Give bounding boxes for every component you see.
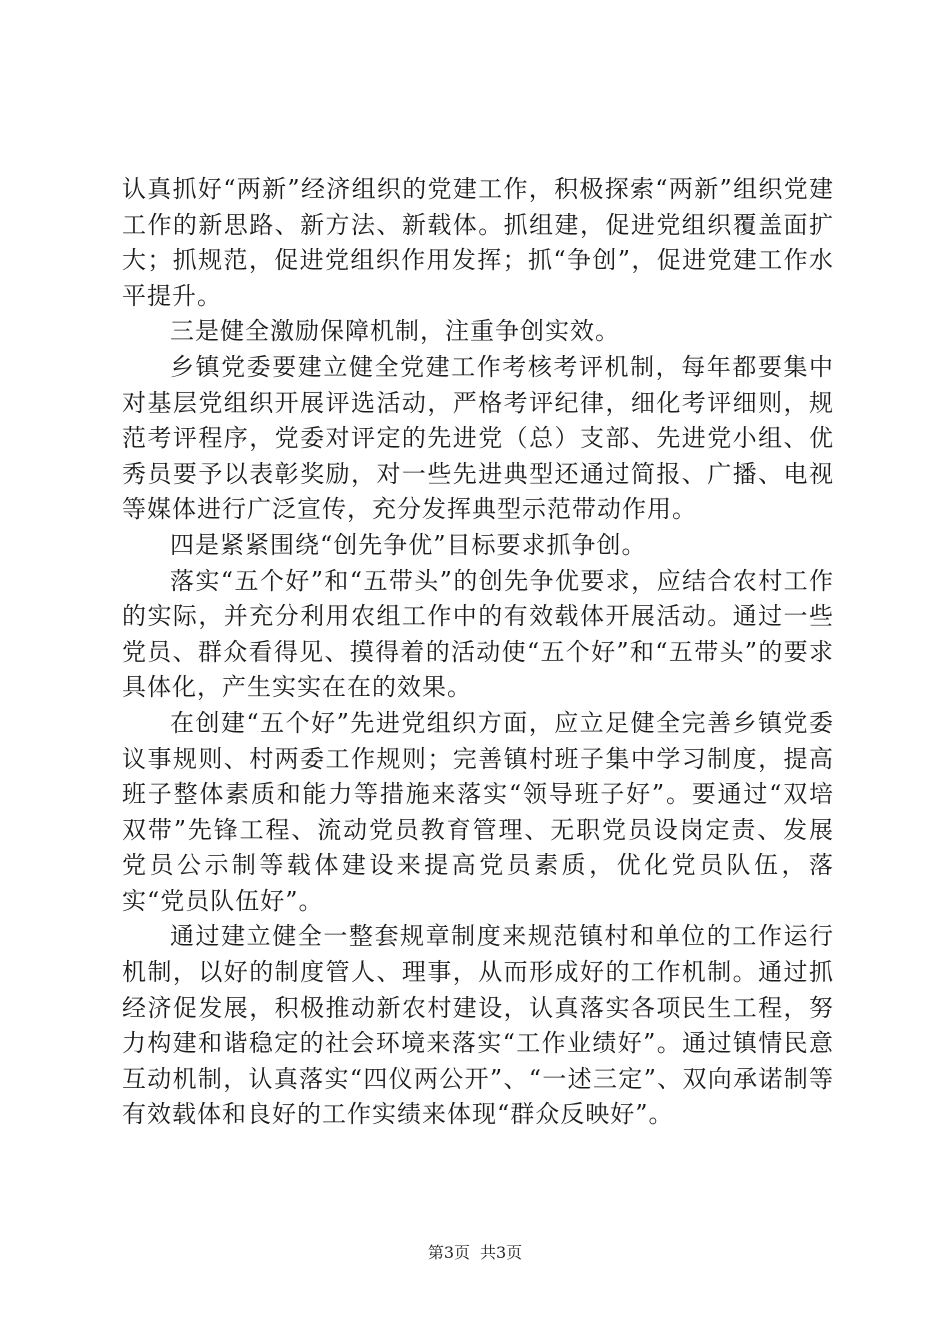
paragraph-7: 通过建立健全一整套规章制度来规范镇村和单位的工作运行机制，以好的制度管人、理事，从而形成好的工作机制。通过抓经济促发展，积极推动新农村建设，认真落实各项民生工程，努力构建和谐稳定的社会环境来落实“工作业绩好”。通过镇情民意互动机制，认真落实“四仪两公开”、“一述三定”、双向承诺制等有效载体和良好的工作实绩来体现“群众反映好”。 xyxy=(122,922,834,1129)
paragraph-1: 认真抓好“两新”经济组织的党建工作，积极探索“两新”组织党建工作的新思路、新方法、新载体。抓组建，促进党组织覆盖面扩大；抓规范，促进党组织作用发挥；抓“争创”，促进党建工作水平提升。 xyxy=(122,175,834,310)
page-footer xyxy=(0,1240,950,1263)
page-number: 第3页 xyxy=(427,1243,470,1262)
paragraph-3: 乡镇党委要建立健全党建工作考核考评机制，每年都要集中对基层党组织开展评选活动，严格考评纪律，细化考评细则，规范考评程序，党委对评定的先进党（总）支部、先进党小组、优秀员要予以表彰奖励，对一些先进典型还通过简报、广播、电视等媒体进行广泛宣传，充分发挥典型示范带动作用。 xyxy=(122,352,834,524)
paragraph-5: 落实“五个好”和“五带头”的创先争优要求，应结合农村工作的实际，并充分利用农组工作中的有效载体开展活动。通过一些党员、群众看得见、摸得着的活动使“五个好”和“五带头”的要求具体化，产生实实在在的效果。 xyxy=(122,566,834,702)
document-body xyxy=(122,172,834,1133)
paragraph-6: 在创建“五个好”先进党组织方面，应立足健全完善乡镇党委议事规则、村两委工作规则；完善镇村班子集中学习制度，提高班子整体素质和能力等措施来落实“领导班子好”。要通过“双培双带”先锋工程、流动党员教育管理、无职党员设岗定责、发展党员公示制等载体建设来提高党员素质，优化党员队伍，落实“党员队伍好”。 xyxy=(122,708,834,915)
page-total: 共3页 xyxy=(480,1243,523,1262)
paragraph-2-heading: 三是健全激励保障机制，注重争创实效。 xyxy=(170,317,620,346)
paragraph-4-heading: 四是紧紧围绕“创先争优”目标要求抓争创。 xyxy=(170,530,647,559)
